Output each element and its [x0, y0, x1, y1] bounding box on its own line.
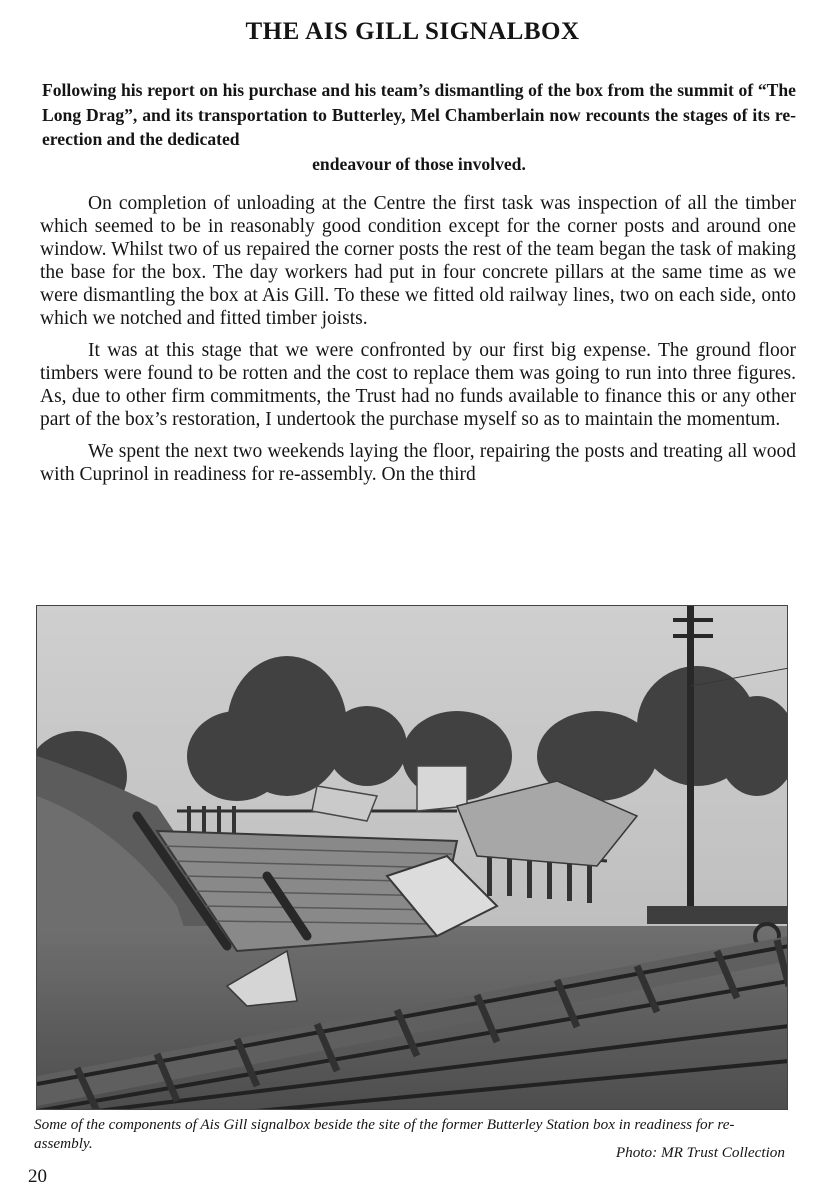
photo-caption: Some of the components of Ais Gill signalbox beside the site of the former Butterley Station box in readiness for re-assembly. [34, 1116, 735, 1152]
photo-illustration [37, 606, 788, 1110]
intro-text: Following his report on his purchase and his team’s dismantling of the box from the summit of “The Long Drag”, and its transportation to Butterley, Mel Chamberlain now recounts the stages of its re-erection and the dedicated [42, 80, 796, 149]
article-intro [42, 78, 796, 176]
intro-text-last-line: endeavour of those involved. [312, 153, 526, 174]
body-paragraph: It was at this stage that we were confronted by our first big expense. The ground floor timbers were found to be rotten and the cost to replace them was going to run into three figures. As, due to other firm commitments, the Trust had no funds available to finance this or any other part of the box’s restoration, I undertook the purchase myself so as to maintain the momentum. [40, 340, 796, 430]
page-number: 20 [28, 1166, 47, 1187]
article-body [40, 192, 796, 495]
body-paragraph: We spent the next two weekends laying the floor, repairing the posts and treating all wood with Cuprinol in readiness for re-assembly. On the third [40, 441, 796, 485]
photo-credit: Photo: MR Trust Collection [615, 1144, 785, 1161]
article-title: THE AIS GILL SIGNALBOX [245, 18, 580, 45]
body-paragraph: On completion of unloading at the Centre the first task was inspection of all the timber which seemed to be in reasonably good condition except for the corner posts and around one window. Whilst two of us repaired the corner posts the rest of the team began the task of making the base for the box. The day workers had put in four concrete pillars at the same time as we were dismantling the box at Ais Gill. To these we fitted old railway lines, two on each side, onto which we notched and fitted timber joists. [40, 193, 796, 329]
photograph-signalbox-components [36, 605, 788, 1110]
